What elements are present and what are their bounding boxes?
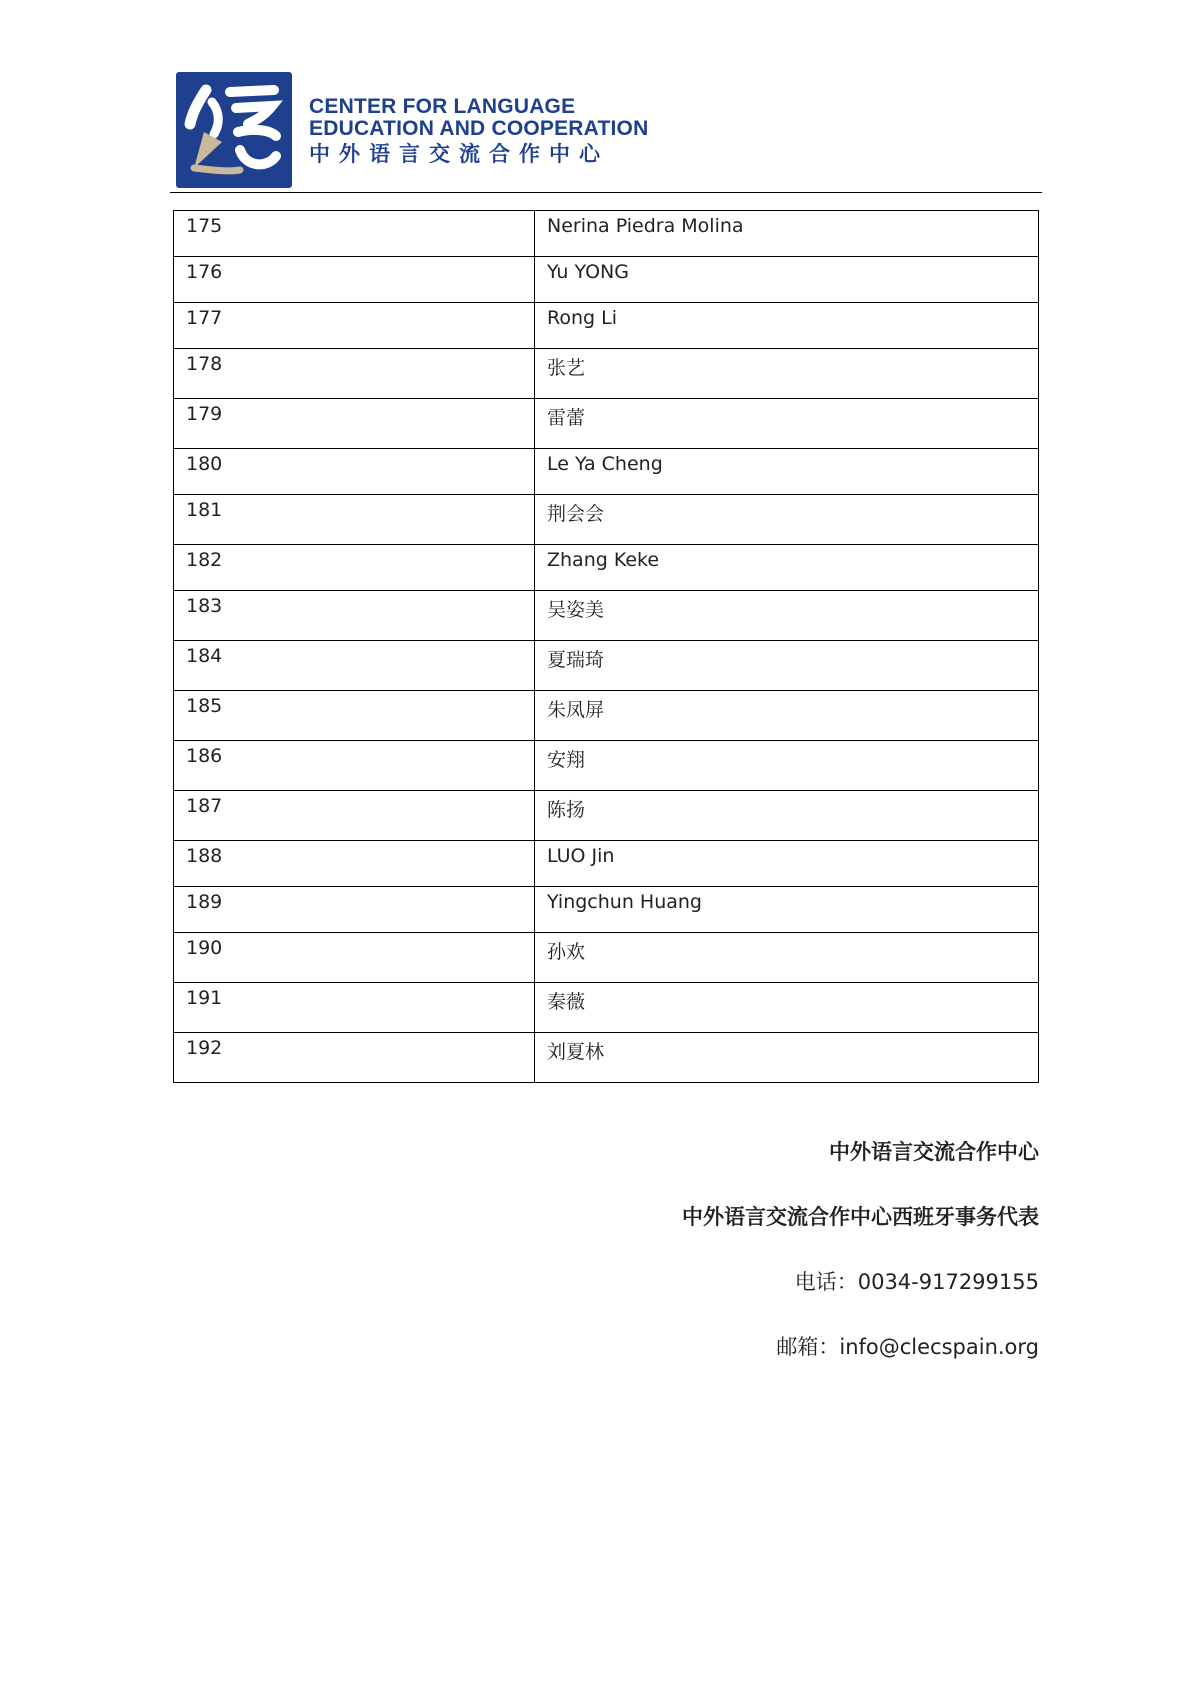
table-row [174, 257, 1039, 303]
letterhead [176, 72, 1036, 190]
row-number: 182 [174, 545, 535, 591]
table-row [174, 887, 1039, 933]
row-number: 179 [174, 399, 535, 449]
row-name: 孙欢 [535, 933, 1039, 983]
logo-line-2: EDUCATION AND COOPERATION [309, 117, 649, 140]
footer-phone: 电话：0034-917299155 [794, 1270, 1039, 1294]
footer-office: 中外语言交流合作中心西班牙事务代表 [682, 1205, 1039, 1229]
table-row [174, 349, 1039, 399]
row-name: 朱凤屏 [535, 691, 1039, 741]
table-row [174, 1033, 1039, 1083]
row-name: 刘夏林 [535, 1033, 1039, 1083]
row-name: Nerina Piedra Molina [535, 211, 1039, 257]
row-name: Yingchun Huang [535, 887, 1039, 933]
row-number: 185 [174, 691, 535, 741]
table-row [174, 691, 1039, 741]
logo-line-3: 中外语言交流合作中心 [309, 143, 609, 166]
logo-wordmark [309, 96, 648, 169]
table-row [174, 495, 1039, 545]
logo-emblem [176, 72, 292, 188]
row-name: 雷蕾 [535, 399, 1039, 449]
row-name: 陈扬 [535, 791, 1039, 841]
row-name: 张艺 [535, 349, 1039, 399]
footer-org: 中外语言交流合作中心 [829, 1140, 1039, 1164]
row-name: LUO Jin [535, 841, 1039, 887]
row-number: 190 [174, 933, 535, 983]
table-row [174, 399, 1039, 449]
table-row [174, 741, 1039, 791]
row-number: 189 [174, 887, 535, 933]
table-row [174, 211, 1039, 257]
table-row [174, 841, 1039, 887]
row-name: 安翔 [535, 741, 1039, 791]
row-name: Zhang Keke [535, 545, 1039, 591]
table-row [174, 545, 1039, 591]
row-name: 荆会会 [535, 495, 1039, 545]
row-number: 183 [174, 591, 535, 641]
footer-email: 邮箱：info@clecspain.org [776, 1335, 1039, 1359]
row-number: 191 [174, 983, 535, 1033]
row-number: 180 [174, 449, 535, 495]
table-row [174, 303, 1039, 349]
row-name: 吴姿美 [535, 591, 1039, 641]
row-name: Yu YONG [535, 257, 1039, 303]
row-number: 184 [174, 641, 535, 691]
table-row [174, 591, 1039, 641]
signature-block [682, 1140, 1039, 1400]
table-row [174, 449, 1039, 495]
row-name: 秦薇 [535, 983, 1039, 1033]
row-number: 176 [174, 257, 535, 303]
row-number: 178 [174, 349, 535, 399]
row-number: 186 [174, 741, 535, 791]
row-number: 188 [174, 841, 535, 887]
table-row [174, 641, 1039, 691]
table-row [174, 983, 1039, 1033]
row-name: Le Ya Cheng [535, 449, 1039, 495]
row-number: 192 [174, 1033, 535, 1083]
table-row [174, 933, 1039, 983]
row-number: 181 [174, 495, 535, 545]
row-number: 175 [174, 211, 535, 257]
header-divider [170, 192, 1042, 193]
logo-calligraphy-icon [176, 72, 292, 188]
row-name: Rong Li [535, 303, 1039, 349]
row-number: 177 [174, 303, 535, 349]
row-number: 187 [174, 791, 535, 841]
logo-line-1: CENTER FOR LANGUAGE [309, 95, 576, 118]
row-name: 夏瑞琦 [535, 641, 1039, 691]
table-row [174, 791, 1039, 841]
participant-table [173, 210, 1039, 1083]
